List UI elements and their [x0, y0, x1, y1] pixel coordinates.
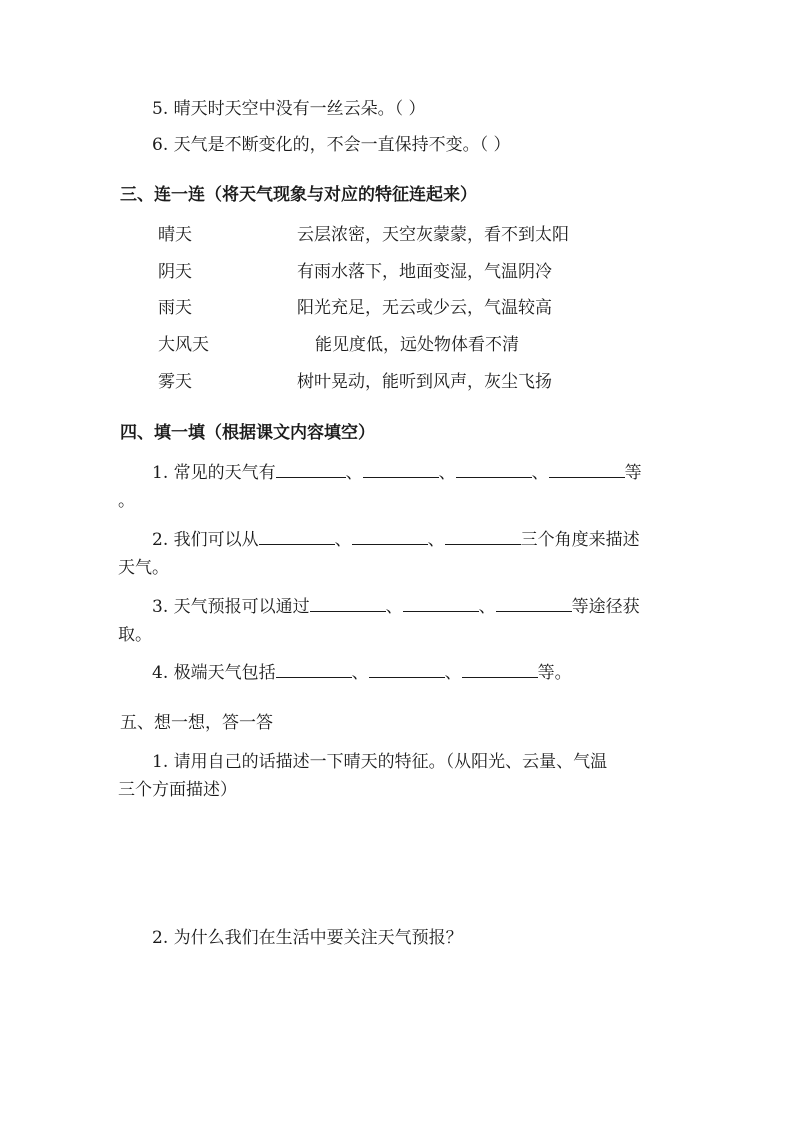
blank-input[interactable] — [276, 461, 346, 478]
fill-q4-suffix: 等。 — [537, 663, 572, 683]
section-5-title: 五、想一想，答一答 — [120, 713, 273, 733]
match-left-windy: 大风天 — [158, 335, 209, 355]
fill-q3-wrap: 取。 — [118, 625, 152, 645]
match-left-overcast: 阴天 — [158, 262, 192, 282]
answer-question-1-line-2: 三个方面描述） — [118, 780, 237, 800]
blank-input[interactable] — [462, 661, 538, 678]
fill-question-3 — [152, 595, 640, 618]
match-left-sunny: 晴天 — [158, 225, 192, 245]
fill-question-2 — [152, 528, 640, 551]
judge-item-6: 6. 天气是不断变化的，不会一直保持不变。（ ） — [152, 135, 511, 155]
fill-q1-prefix: 1. 常见的天气有 — [152, 463, 276, 483]
separator: 、 — [444, 663, 462, 683]
separator: 、 — [334, 530, 352, 550]
fill-q4-prefix: 4. 极端天气包括 — [152, 663, 276, 683]
separator: 、 — [427, 530, 445, 550]
separator: 、 — [531, 463, 549, 483]
fill-q2-prefix: 2. 我们可以从 — [152, 530, 259, 550]
match-left-foggy: 雾天 — [158, 372, 192, 392]
separator: 、 — [351, 663, 369, 683]
separator: 、 — [438, 463, 456, 483]
fill-question-1 — [152, 461, 642, 484]
fill-q1-suffix: 等 — [624, 463, 642, 483]
fill-q3-prefix: 3. 天气预报可以通过 — [152, 597, 310, 617]
answer-question-2: 2. 为什么我们在生活中要关注天气预报？ — [152, 928, 463, 948]
blank-input[interactable] — [445, 528, 521, 545]
match-right-overcast-desc: 云层浓密，天空灰蒙蒙，看不到太阳 — [297, 225, 569, 245]
blank-input[interactable] — [403, 595, 479, 612]
section-4-title: 四、填一填（根据课文内容填空） — [120, 423, 375, 443]
section-3-title: 三、连一连（将天气现象与对应的特征连起来） — [120, 185, 477, 205]
match-left-rainy: 雨天 — [158, 298, 192, 318]
fill-question-4 — [152, 661, 572, 684]
blank-input[interactable] — [259, 528, 335, 545]
blank-input[interactable] — [310, 595, 386, 612]
fill-q2-wrap: 天气。 — [118, 558, 169, 578]
fill-q2-suffix: 三个角度来描述 — [520, 530, 640, 550]
separator: 、 — [478, 597, 496, 617]
blank-input[interactable] — [363, 461, 439, 478]
match-right-foggy-desc: 能见度低，远处物体看不清 — [315, 335, 519, 355]
separator: 、 — [385, 597, 403, 617]
blank-input[interactable] — [276, 661, 352, 678]
blank-input[interactable] — [456, 461, 532, 478]
judge-item-5: 5. 晴天时天空中没有一丝云朵。（ ） — [152, 99, 426, 119]
fill-q3-suffix: 等途径获 — [571, 597, 640, 617]
fill-q1-wrap: 。 — [118, 491, 135, 511]
answer-question-1-line-1: 1. 请用自己的话描述一下晴天的特征。（从阳光、云量、气温 — [152, 752, 608, 772]
match-right-sunny-desc: 阳光充足，无云或少云，气温较高 — [297, 298, 552, 318]
match-right-windy-desc: 树叶晃动，能听到风声，灰尘飞扬 — [297, 372, 552, 392]
blank-input[interactable] — [369, 661, 445, 678]
blank-input[interactable] — [352, 528, 428, 545]
blank-input[interactable] — [496, 595, 572, 612]
separator: 、 — [345, 463, 363, 483]
blank-input[interactable] — [549, 461, 625, 478]
match-right-rainy-desc: 有雨水落下，地面变湿，气温阴冷 — [297, 262, 552, 282]
